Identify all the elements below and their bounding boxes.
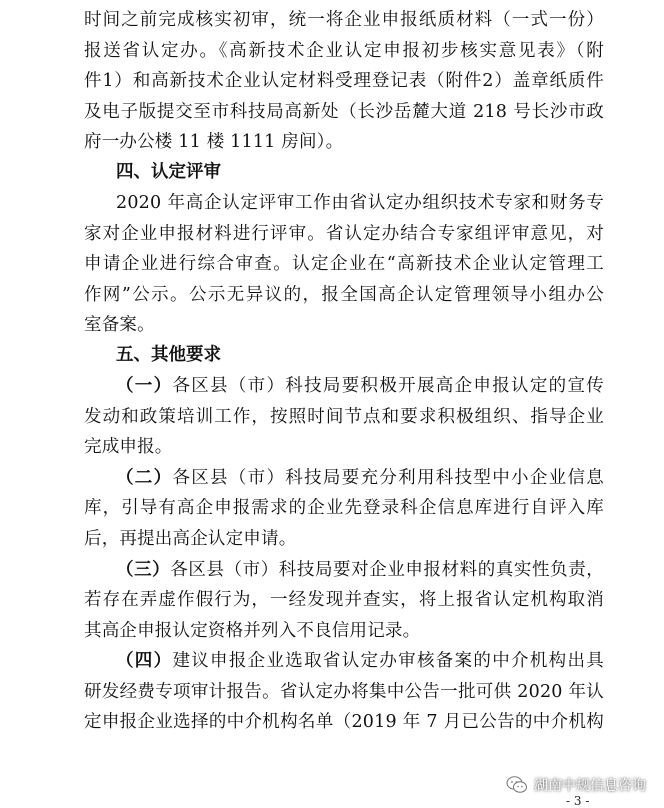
list-item-first-line [116,556,604,584]
paragraph-line: 完成申报。 [84,437,173,457]
paragraph-line: 室备案。 [84,315,155,335]
wechat-icon [506,775,528,795]
item-label: （四） [116,651,173,671]
paragraph-line: 其高企申报认定资格并列入不良信用记录。 [84,621,421,641]
item-label: （三） [116,560,171,580]
paragraph-line: 库，引导有高企申报需求的企业先登录科企信息库进行自评入库 [84,498,604,518]
paragraph-line: 若存在弄虚作假行为，一经发现并查实，将上报省认定机构取消 [84,590,604,610]
paragraph-line: 及电子版提交至市科技局高新处（长沙岳麓大道 218 号长沙市政 [84,102,604,122]
paragraph-line: 发动和政策培训工作，按照时间节点和要求积极组织、指导企业 [84,407,604,427]
list-item-first-line [116,647,604,675]
paragraph-line: 研发经费专项审计报告。省认定办将集中公告一批可供 2020 年认 [84,682,604,702]
paragraph-line: 2020 年高企认定评审工作由省认定办组织技术专家和财务专 [116,193,604,213]
paragraph-line: 作网”公示。公示无异议的，报全国高企认定管理领导小组办公 [84,285,604,305]
section-heading-5: 五、其他要求 [116,345,221,365]
watermark-text: 湖南中规信息咨询 [534,778,646,794]
paragraph-line: 定申报企业选择的中介机构名单（2019 年 7 月已公告的中介机构 [84,712,604,732]
paragraph-line: 家对企业申报材料进行评审。省认定办结合专家组评审意见，对 [84,224,604,244]
item-text: 各区县（市）科技局要对企业申报材料的真实性负责， [170,560,604,580]
item-text: 建议申报企业选取省认定办审核备案的中介机构出具 [172,651,604,671]
section-heading-4: 四、认定评审 [116,162,221,182]
item-text: 各区县（市）科技局要充分利用科技型中小企业信息 [172,468,604,488]
item-label: （二） [116,468,173,488]
item-text: 各区县（市）科技局要积极开展高企申报认定的宣传 [172,376,604,396]
page-number: - 3 - [566,794,590,808]
paragraph-line: 时间之前完成核实初审，统一将企业申报纸质材料（一式一份） [84,10,604,30]
list-item-first-line [116,464,604,492]
paragraph-line: 件1）和高新技术企业认定材料受理登记表（附件2）盖章纸质件 [84,71,604,91]
paragraph-line: 后，再提出高企认定申请。 [84,529,297,549]
paragraph-line: 报送省认定办。《高新技术企业认定申报初步核实意见表》（附 [84,41,604,61]
watermark [506,773,646,797]
paragraph-line: 申请企业进行综合审查。认定企业在“高新技术企业认定管理工 [84,254,604,274]
item-label: （一） [116,376,173,396]
list-item-first-line [116,372,604,400]
paragraph-line: 府一办公楼 11 楼 1111 房间）。 [84,132,344,152]
